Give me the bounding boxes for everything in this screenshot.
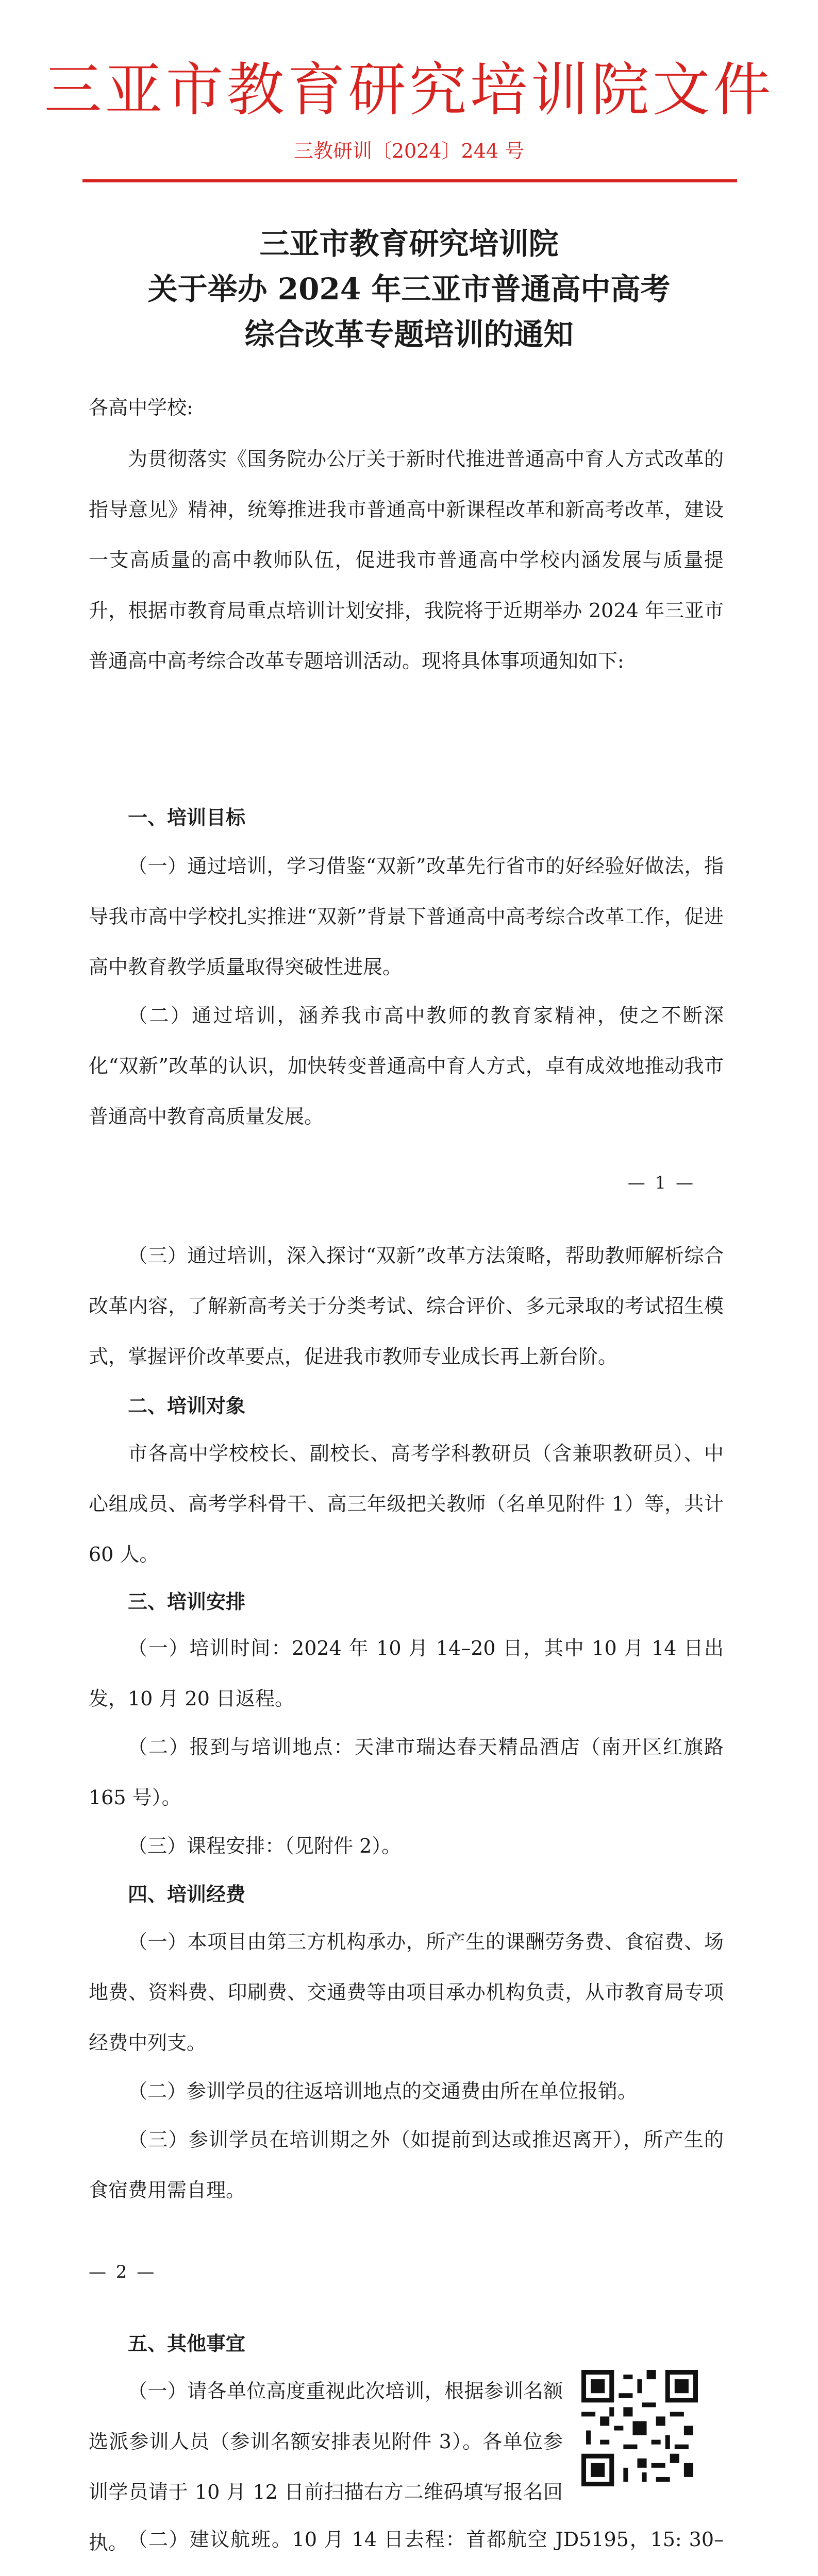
salutation: 各高中学校:	[89, 396, 193, 419]
page-number-2: — 2 —	[89, 2262, 157, 2282]
notice-title-line-2: 关于举办 2024 年三亚市普通高中高考	[147, 272, 671, 307]
section-4-paragraph-3: （三）参训学员在培训期之外（如提前到达或推迟离开），所产生的食宿费用需自理。	[89, 2128, 724, 2201]
section-1-paragraph-1: （一）通过培训，学习借鉴“双新”改革先行省市的好经验好做法，指导我市高中学校扎实推进“双新”背景下普通高中高考综合改革工作，促进高中教育教学质量取得突破性进展。	[89, 855, 724, 978]
section-3-heading: 三、培训安排	[128, 1590, 246, 1613]
section-3-paragraph-1: （一）培训时间：2024 年 10 月 14–20 日，其中 10 月 14 日出发，10 月 20 日返程。	[89, 1637, 724, 1710]
intro-paragraph: 为贯彻落实《国务院办公厅关于新时代推进普通高中育人方式改革的指导意见》精神，统筹推进我市普通高中新课程改革和新高考改革，建设一支高质量的高中教师队伍，促进我市普通高中学校内涵发展与质量提升，根据市教育局重点培训计划安排，我院将于近期举办 2024 年三亚市普通高中高考综合改革专题培训活动。现将具体事项通知如下:	[89, 448, 724, 672]
section-1-heading: 一、培训目标	[128, 806, 246, 829]
notice-title-line-1: 三亚市教育研究培训院	[259, 226, 559, 261]
section-4-paragraph-1: （一）本项目由第三方机构承办，所产生的课酬劳务费、食宿费、场地费、资料费、印刷费、交通费等由项目承办机构负责，从市教育局专项经费中列支。	[89, 1930, 724, 2054]
page-number-1: — 1 —	[627, 1173, 695, 1193]
document-header-title: 三亚市教育研究培训院文件	[44, 57, 774, 124]
document-number: 三教研训〔2024〕244 号	[293, 140, 525, 162]
section-5-paragraph-1: （一）请各单位高度重视此次培训，根据参训名额选派参训人员（参训名额安排表见附件 3）。各单位参训学员请于 10 月 12 日前扫描右方二维码填写报名回执。	[89, 2380, 563, 2554]
header-divider	[82, 179, 737, 182]
section-2-paragraph-1: 市各高中学校校长、副校长、高考学科教研员（含兼职教研员）、中心组成员、高考学科骨干、高三年级把关教师（名单见附件 1）等，共计 60 人。	[89, 1442, 724, 1566]
section-2-heading: 二、培训对象	[128, 1394, 246, 1417]
section-4-paragraph-2: （二）参训学员的往返培训地点的交通费由所在单位报销。	[128, 2080, 638, 2103]
section-5-paragraph-2: （二）建议航班。10 月 14 日去程：首都航空 JD5195，15: 30–	[128, 2528, 724, 2551]
registration-qr-code[interactable]	[581, 2370, 698, 2486]
section-5-heading: 五、其他事宜	[128, 2332, 246, 2355]
section-3-paragraph-2: （二）报到与培训地点：天津市瑞达春天精品酒店（南开区红旗路 165 号）。	[89, 1736, 724, 1809]
section-1-paragraph-2: （二）通过培训，涵养我市高中教师的教育家精神，使之不断深化“双新”改革的认识，加快转变普通高中育人方式，卓有成效地推动我市普通高中教育高质量发展。	[89, 1004, 724, 1128]
section-4-heading: 四、培训经费	[128, 1883, 246, 1906]
section-3-paragraph-3: （三）课程安排：（见附件 2）。	[128, 1835, 402, 1857]
section-1-paragraph-3: （三）通过培训，深入探讨“双新”改革方法策略，帮助教师解析综合改革内容，了解新高考关于分类考试、综合评价、多元录取的考试招生模式，掌握评价改革要点，促进我市教师专业成长再上新台阶。	[89, 1244, 724, 1368]
notice-title-line-3: 综合改革专题培训的通知	[244, 317, 574, 352]
